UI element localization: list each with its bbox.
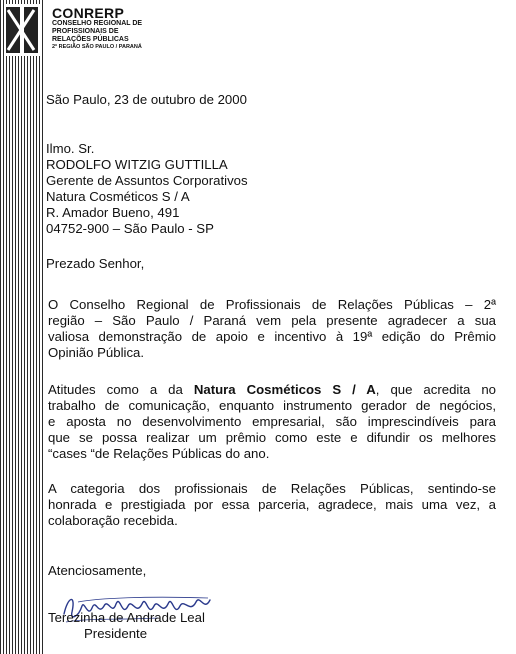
org-name-line-1: CONSELHO REGIONAL DE [52,20,143,27]
paragraph-2-line: trabalho de comunicação, enquanto instrumento gerador de negócios, [48,398,496,413]
recipient-title: Ilmo. Sr. [46,141,95,156]
paragraph-2 [48,382,496,462]
signatory-name: Terezinha de Andrade Leal [48,610,205,625]
org-abbreviation: CONRERP [52,5,125,21]
recipient-company: Natura Cosméticos S / A [46,189,190,204]
letterhead-stripes [0,0,44,654]
org-name-line-3: RELAÇÕES PÚBLICAS [52,36,129,43]
paragraph-1-line: Opinião Pública. [48,345,145,360]
paragraph-2-text: Atitudes como a da [48,382,194,397]
greeting: Prezado Senhor, [46,256,145,271]
date-line: São Paulo, 23 de outubro de 2000 [46,92,247,107]
recipient-position: Gerente de Assuntos Corporativos [46,173,248,188]
org-name-line-2: PROFISSIONAIS DE [52,28,119,35]
paragraph-2-line: que se possa realizar um prêmio como este e difundir os melhores [48,430,496,445]
paragraph-3-line: colaboração recebida. [48,513,178,528]
paragraph-2-line [48,382,496,398]
paragraph-3 [48,481,496,529]
paragraph-2-text: , que acredita no [375,382,496,397]
paragraph-2-line: “cases “de Relações Públicas do ano. [48,446,270,461]
letterhead-text [52,6,252,51]
paragraph-1-line: valiosa demonstração de apoio e incentivo à 19ª edição do Prêmio [48,329,496,344]
company-name-bold: Natura Cosméticos S / A [193,382,376,397]
recipient-postal-city: 04752-900 – São Paulo - SP [46,221,214,236]
closing: Atenciosamente, [48,563,147,578]
paragraph-1-line: O Conselho Regional de Profissionais de Relações Públicas – 2ª [48,297,496,312]
paragraph-2-line: e aposta no desenvolvimento empresarial, são imprescindíveis para [48,414,496,429]
paragraph-1 [48,297,496,361]
conrerp-logo-icon [4,4,40,56]
recipient-street: R. Amador Bueno, 491 [46,205,180,220]
org-region: 2ª REGIÃO SÃO PAULO / PARANÁ [52,44,142,50]
paragraph-3-line: honrada e prestigiada por essa parceria, agradece, mais uma vez, a [48,497,496,512]
recipient-name: RODOLFO WITZIG GUTTILLA [46,157,228,172]
paragraph-3-line: A categoria dos profissionais de Relações Públicas, sentindo-se [48,481,496,496]
signatory-title: Presidente [84,626,148,641]
paragraph-1-line: região – São Paulo / Paraná vem pela presente agradecer a sua [48,313,496,328]
